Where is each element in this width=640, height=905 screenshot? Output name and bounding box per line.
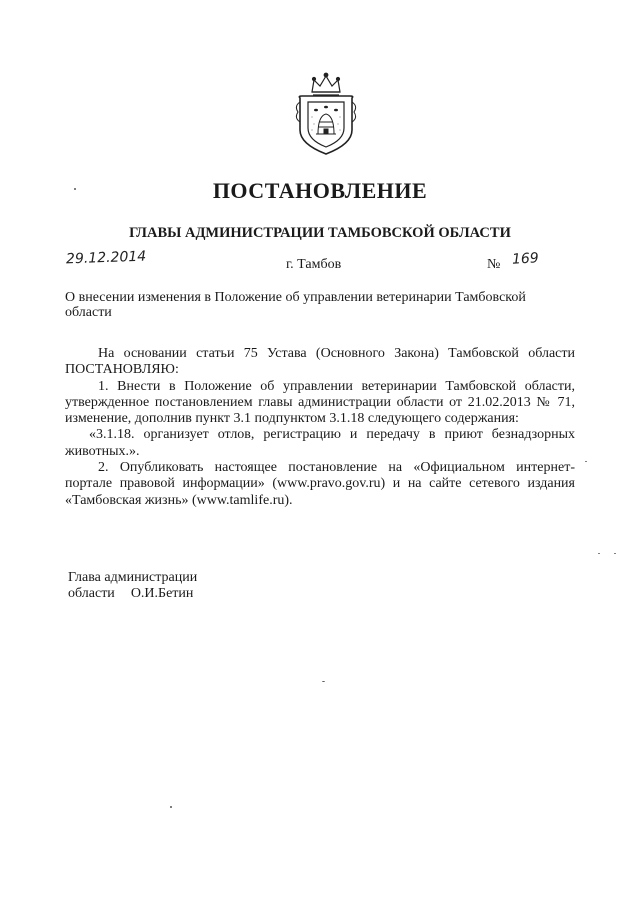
paragraph-quote: «3.1.18. организует отлов, регистрацию и передачу в приют безнадзорных животных.». [65, 427, 575, 459]
signature-position: Глава администрации [68, 570, 198, 585]
scan-speck [585, 461, 587, 462]
document-subtitle: ГЛАВЫ АДМИНИСТРАЦИИ ТАМБОВСКОЙ ОБЛАСТИ [129, 225, 511, 241]
scan-speck [614, 553, 616, 554]
scan-speck [170, 806, 172, 808]
paragraph-item-1: 1. Внести в Положение об управлении ветеринарии Тамбовской области, утвержденное постановлением главы администрации области от 21.02.2013 № 71, изменение, дополнив пункт 3.1 подпунктом 3.1.18 следующего содержания: [65, 378, 575, 427]
handwritten-number: 169 [511, 250, 540, 268]
document-title: ПОСТАНОВЛЕНИЕ [212, 178, 428, 203]
scan-speck [322, 681, 325, 682]
document-body [65, 346, 575, 509]
signature-line-2 [68, 586, 197, 602]
paragraph-preamble: На основании статьи 75 Устава (Основного Закона) Тамбовской области ПОСТАНОВЛЯЮ: [65, 346, 575, 378]
heading-line-2: области [65, 305, 112, 320]
heading-line-1: О внесении изменения в Положение об управлении ветеринарии Тамбовской [65, 290, 526, 305]
handwritten-date: 29.12.2014 [65, 248, 147, 268]
scan-speck [598, 553, 600, 554]
paragraph-item-2: 2. Опубликовать настоящее постановление на «Официальном интернет-портале правовой информации» (www.pravo.gov.ru) и на сайте сетевого издания «Тамбовская жизнь» (www.tamlife.ru). [65, 460, 575, 508]
number-label: № [487, 257, 501, 272]
tambov-coat-of-arms-icon [294, 72, 358, 156]
signature-name: О.И.Бетин [130, 586, 194, 601]
scan-speck [74, 188, 76, 190]
signature-block [68, 570, 197, 602]
city: г. Тамбов [286, 257, 342, 272]
signature-region: области [68, 586, 115, 601]
document-heading [65, 290, 585, 320]
